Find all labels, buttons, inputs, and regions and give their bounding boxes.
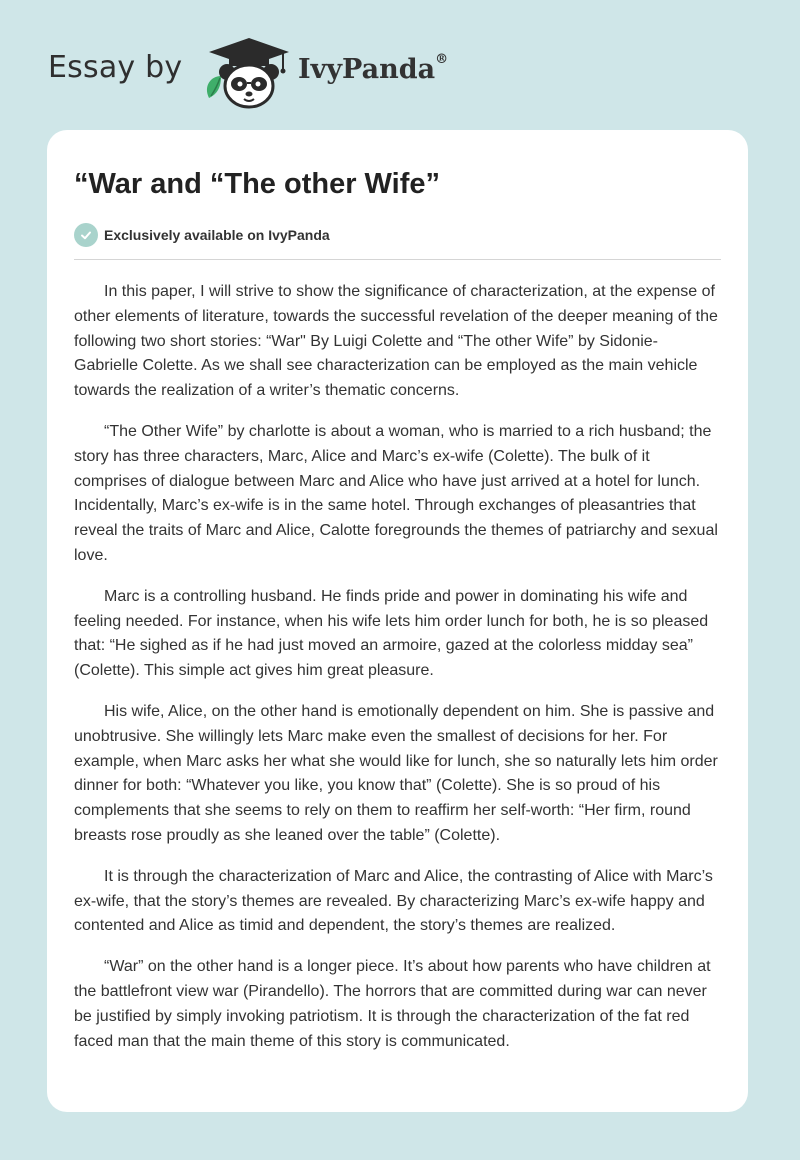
paragraph: “The Other Wife” by charlotte is about a woman, who is married to a rich husband; the story has three characters, Marc, Alice and Marc’s ex-wife (Colette). The bulk of it comprises of dialogue between Marc and Alice who have just arrived at a hotel for lunch. Incidentally, Marc’s ex-wife is in the same hotel. Through exchanges of pleasantries that reveal the traits of Marc and Alice, Calotte foregrounds the themes of patriarchy and sexual love. — [74, 422, 718, 564]
paragraph: It is through the characterization of Marc and Alice, the contrasting of Alice with Marc’s ex-wife, that the story’s themes are revealed. By characterizing Marc’s ex-wife happy and contented and Alice as timid and dependent, the story’s themes are realized. — [74, 867, 713, 935]
panda-logo-icon — [201, 36, 293, 112]
paragraph: In this paper, I will strive to show the significance of characterization, at the expense of other elements of literature, towards the successful revelation of the deeper meaning of the following two short stories: “War" By Luigi Colette and “The other Wife” by Sidonie-Gabrielle Colette. As we shall see characterization can be employed as the main vehicle towards the realization of a writer’s thematic concerns. — [74, 283, 718, 400]
check-icon — [74, 223, 98, 247]
trademark-symbol: ® — [435, 52, 449, 67]
site-header — [48, 32, 752, 112]
essay-title: “War and “The other Wife” — [74, 168, 441, 200]
brand-text: IvyPanda — [298, 54, 436, 85]
paragraph: His wife, Alice, on the other hand is emotionally dependent on him. She is passive and unobtrusive. She willingly lets Marc make even the smallest of decisions for her. For example, when Marc asks her what she would like for lunch, she so naturally lets him order dinner for both: “Whatever you like, you know that” (Colette). She is so proud of his complements that she seems to rely on them to reaffirm her self-worth: “Her firm, round breasts rose proudly as she leaned over the table” (Colette). — [74, 702, 718, 844]
essay-by-label: Essay by — [48, 50, 183, 85]
divider — [74, 259, 721, 260]
brand-name[interactable] — [298, 54, 448, 85]
essay-card — [47, 130, 748, 1112]
essay-body — [74, 280, 721, 1054]
exclusive-badge — [74, 222, 721, 248]
paragraph: Marc is a controlling husband. He finds pride and power in dominating his wife and feeling needed. For instance, when his wife lets him order lunch for both, he is so pleased that: “He sighed as if he had just moved an armoire, gazed at the colorless midday sea” (Colette). This simple act gives him great pleasure. — [74, 587, 709, 680]
paragraph: “War” on the other hand is a longer piece. It’s about how parents who have children at the battlefront view war (Pirandello). The horrors that are committed during war can never be justified by simply invoking patriotism. It is through the characterization of the fat red faced man that the main theme of this story is communicated. — [74, 958, 711, 1050]
exclusive-badge-text: Exclusively available on IvyPanda — [104, 227, 330, 243]
